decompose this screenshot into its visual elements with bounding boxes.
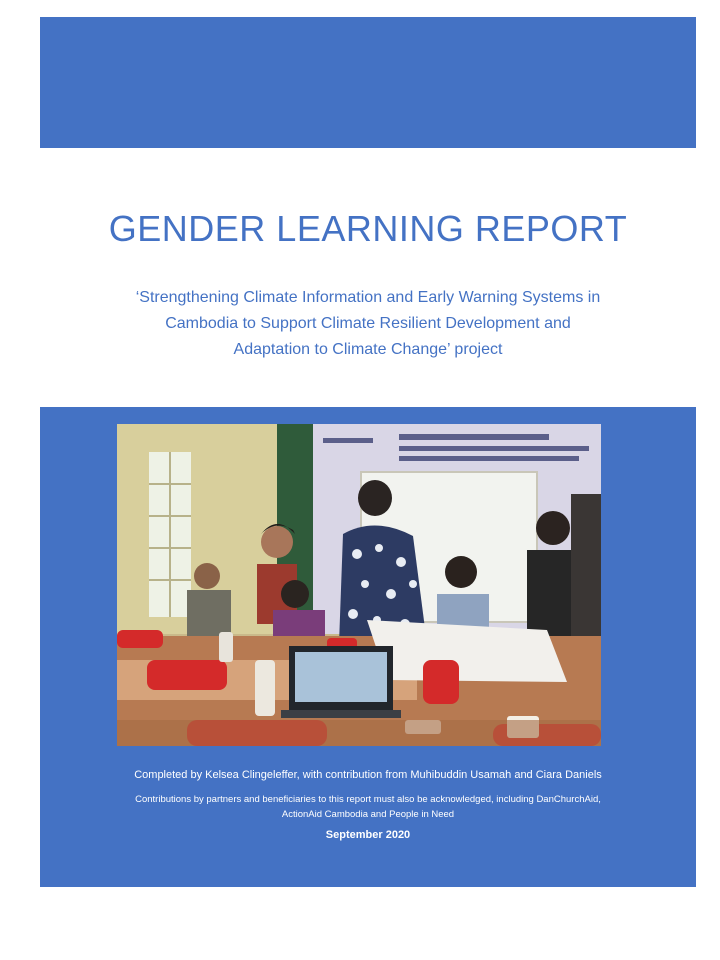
workshop-photo-illustration [117,424,601,746]
subtitle-line-2: Cambodia to Support Climate Resilient Development and [165,315,571,332]
acknowledgement-note [40,792,696,822]
report-date: September 2020 [325,829,411,841]
acknowledgement-line-1: Contributions by partners and beneficiaries to this report must also be acknowledged, including DanChurchAid, [135,794,601,805]
top-color-band [40,17,696,148]
completed-by-credit: Completed by Kelsea Clingeleffer, with contribution from Muhibuddin Usamah and Ciara Daniels [134,769,602,781]
acknowledgement-line-2: ActionAid Cambodia and People in Need [281,809,455,820]
subtitle-line-1: ‘Strengthening Climate Information and Early Warning Systems in [135,289,601,306]
workshop-photo [117,424,601,746]
subtitle-line-3: Adaptation to Climate Change’ project [233,341,503,358]
cover-photo-panel [40,407,696,887]
report-subtitle [80,285,656,363]
report-title: GENDER LEARNING REPORT [108,208,628,249]
